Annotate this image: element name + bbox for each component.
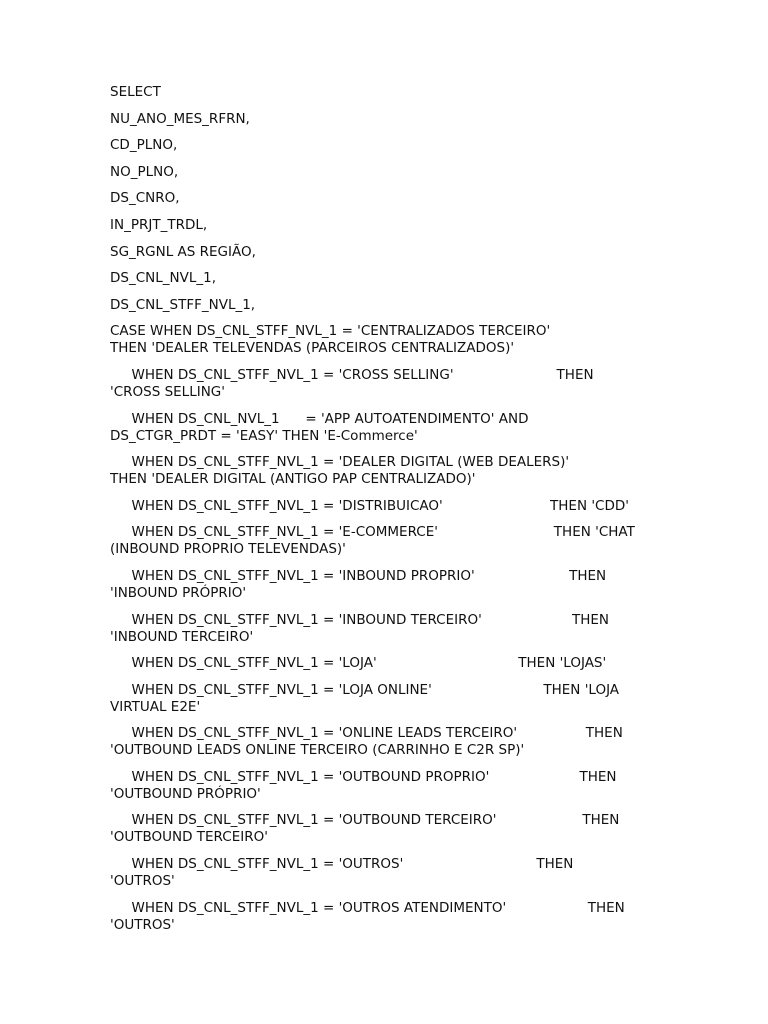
sql-when-inbound-proprio: WHEN DS_CNL_STFF_NVL_1 = 'INBOUND PROPRIO' THEN 'INBOUND PRÓPRIO' [110,567,607,601]
sql-when-outbound-proprio: WHEN DS_CNL_STFF_NVL_1 = 'OUTBOUND PROPRIO' THEN 'OUTBOUND PRÓPRIO' [110,768,617,802]
sql-when-e-commerce: WHEN DS_CNL_STFF_NVL_1 = 'E-COMMERCE' THEN 'CHAT (INBOUND PROPRIO TELEVENDAS)' [110,524,635,558]
sql-line-no-plno: NO_PLNO, [110,163,179,180]
sql-line-ds-cnl-stff-nvl-1: DS_CNL_STFF_NVL_1, [110,296,256,313]
sql-when-online-leads-terceiro: WHEN DS_CNL_STFF_NVL_1 = 'ONLINE LEADS TERCEIRO' THEN 'OUTBOUND LEADS ONLINE TERCEIRO (CARRINHO E C2R SP)' [110,725,623,759]
sql-line-nu-ano-mes-rfrn: NU_ANO_MES_RFRN, [110,110,250,127]
sql-line-cd-plno: CD_PLNO, [110,137,178,154]
sql-when-outros-atendimento: WHEN DS_CNL_STFF_NVL_1 = 'OUTROS ATENDIMENTO' THEN 'OUTROS' [110,899,625,933]
sql-when-app-autoatendimento: WHEN DS_CNL_NVL_1 = 'APP AUTOATENDIMENTO' AND DS_CTGR_PRDT = 'EASY' THEN 'E-Commerce' [110,410,529,444]
sql-when-loja: WHEN DS_CNL_STFF_NVL_1 = 'LOJA' THEN 'LOJAS' [110,655,607,672]
sql-line-in-prjt-trdl: IN_PRJT_TRDL, [110,216,208,233]
sql-line-select: SELECT [110,84,161,100]
sql-case-centralizados: CASE WHEN DS_CNL_STFF_NVL_1 = 'CENTRALIZADOS TERCEIRO' THEN 'DEALER TELEVENDAS (PARCEIROS CENTRALIZADOS)' [110,323,551,357]
sql-when-cross-selling: WHEN DS_CNL_STFF_NVL_1 = 'CROSS SELLING' THEN 'CROSS SELLING' [110,366,594,400]
sql-line-ds-cnro: DS_CNRO, [110,190,180,207]
sql-when-loja-online: WHEN DS_CNL_STFF_NVL_1 = 'LOJA ONLINE' THEN 'LOJA VIRTUAL E2E' [110,681,620,715]
sql-when-outbound-terceiro: WHEN DS_CNL_STFF_NVL_1 = 'OUTBOUND TERCEIRO' THEN 'OUTBOUND TERCEIRO' [110,812,620,846]
sql-line-ds-cnl-nvl-1: DS_CNL_NVL_1, [110,270,216,287]
sql-when-distribuicao: WHEN DS_CNL_STFF_NVL_1 = 'DISTRIBUICAO' THEN 'CDD' [110,497,629,514]
sql-when-inbound-terceiro: WHEN DS_CNL_STFF_NVL_1 = 'INBOUND TERCEIRO' THEN 'INBOUND TERCEIRO' [110,611,609,645]
sql-when-dealer-digital: WHEN DS_CNL_STFF_NVL_1 = 'DEALER DIGITAL (WEB DEALERS)' THEN 'DEALER DIGITAL (ANTIGO PAP CENTRALIZADO)' [110,454,570,488]
document-body [110,84,670,943]
sql-line-sg-rgnl: SG_RGNL AS REGIÃO, [110,243,256,260]
sql-when-outros: WHEN DS_CNL_STFF_NVL_1 = 'OUTROS' THEN 'OUTROS' [110,856,574,890]
